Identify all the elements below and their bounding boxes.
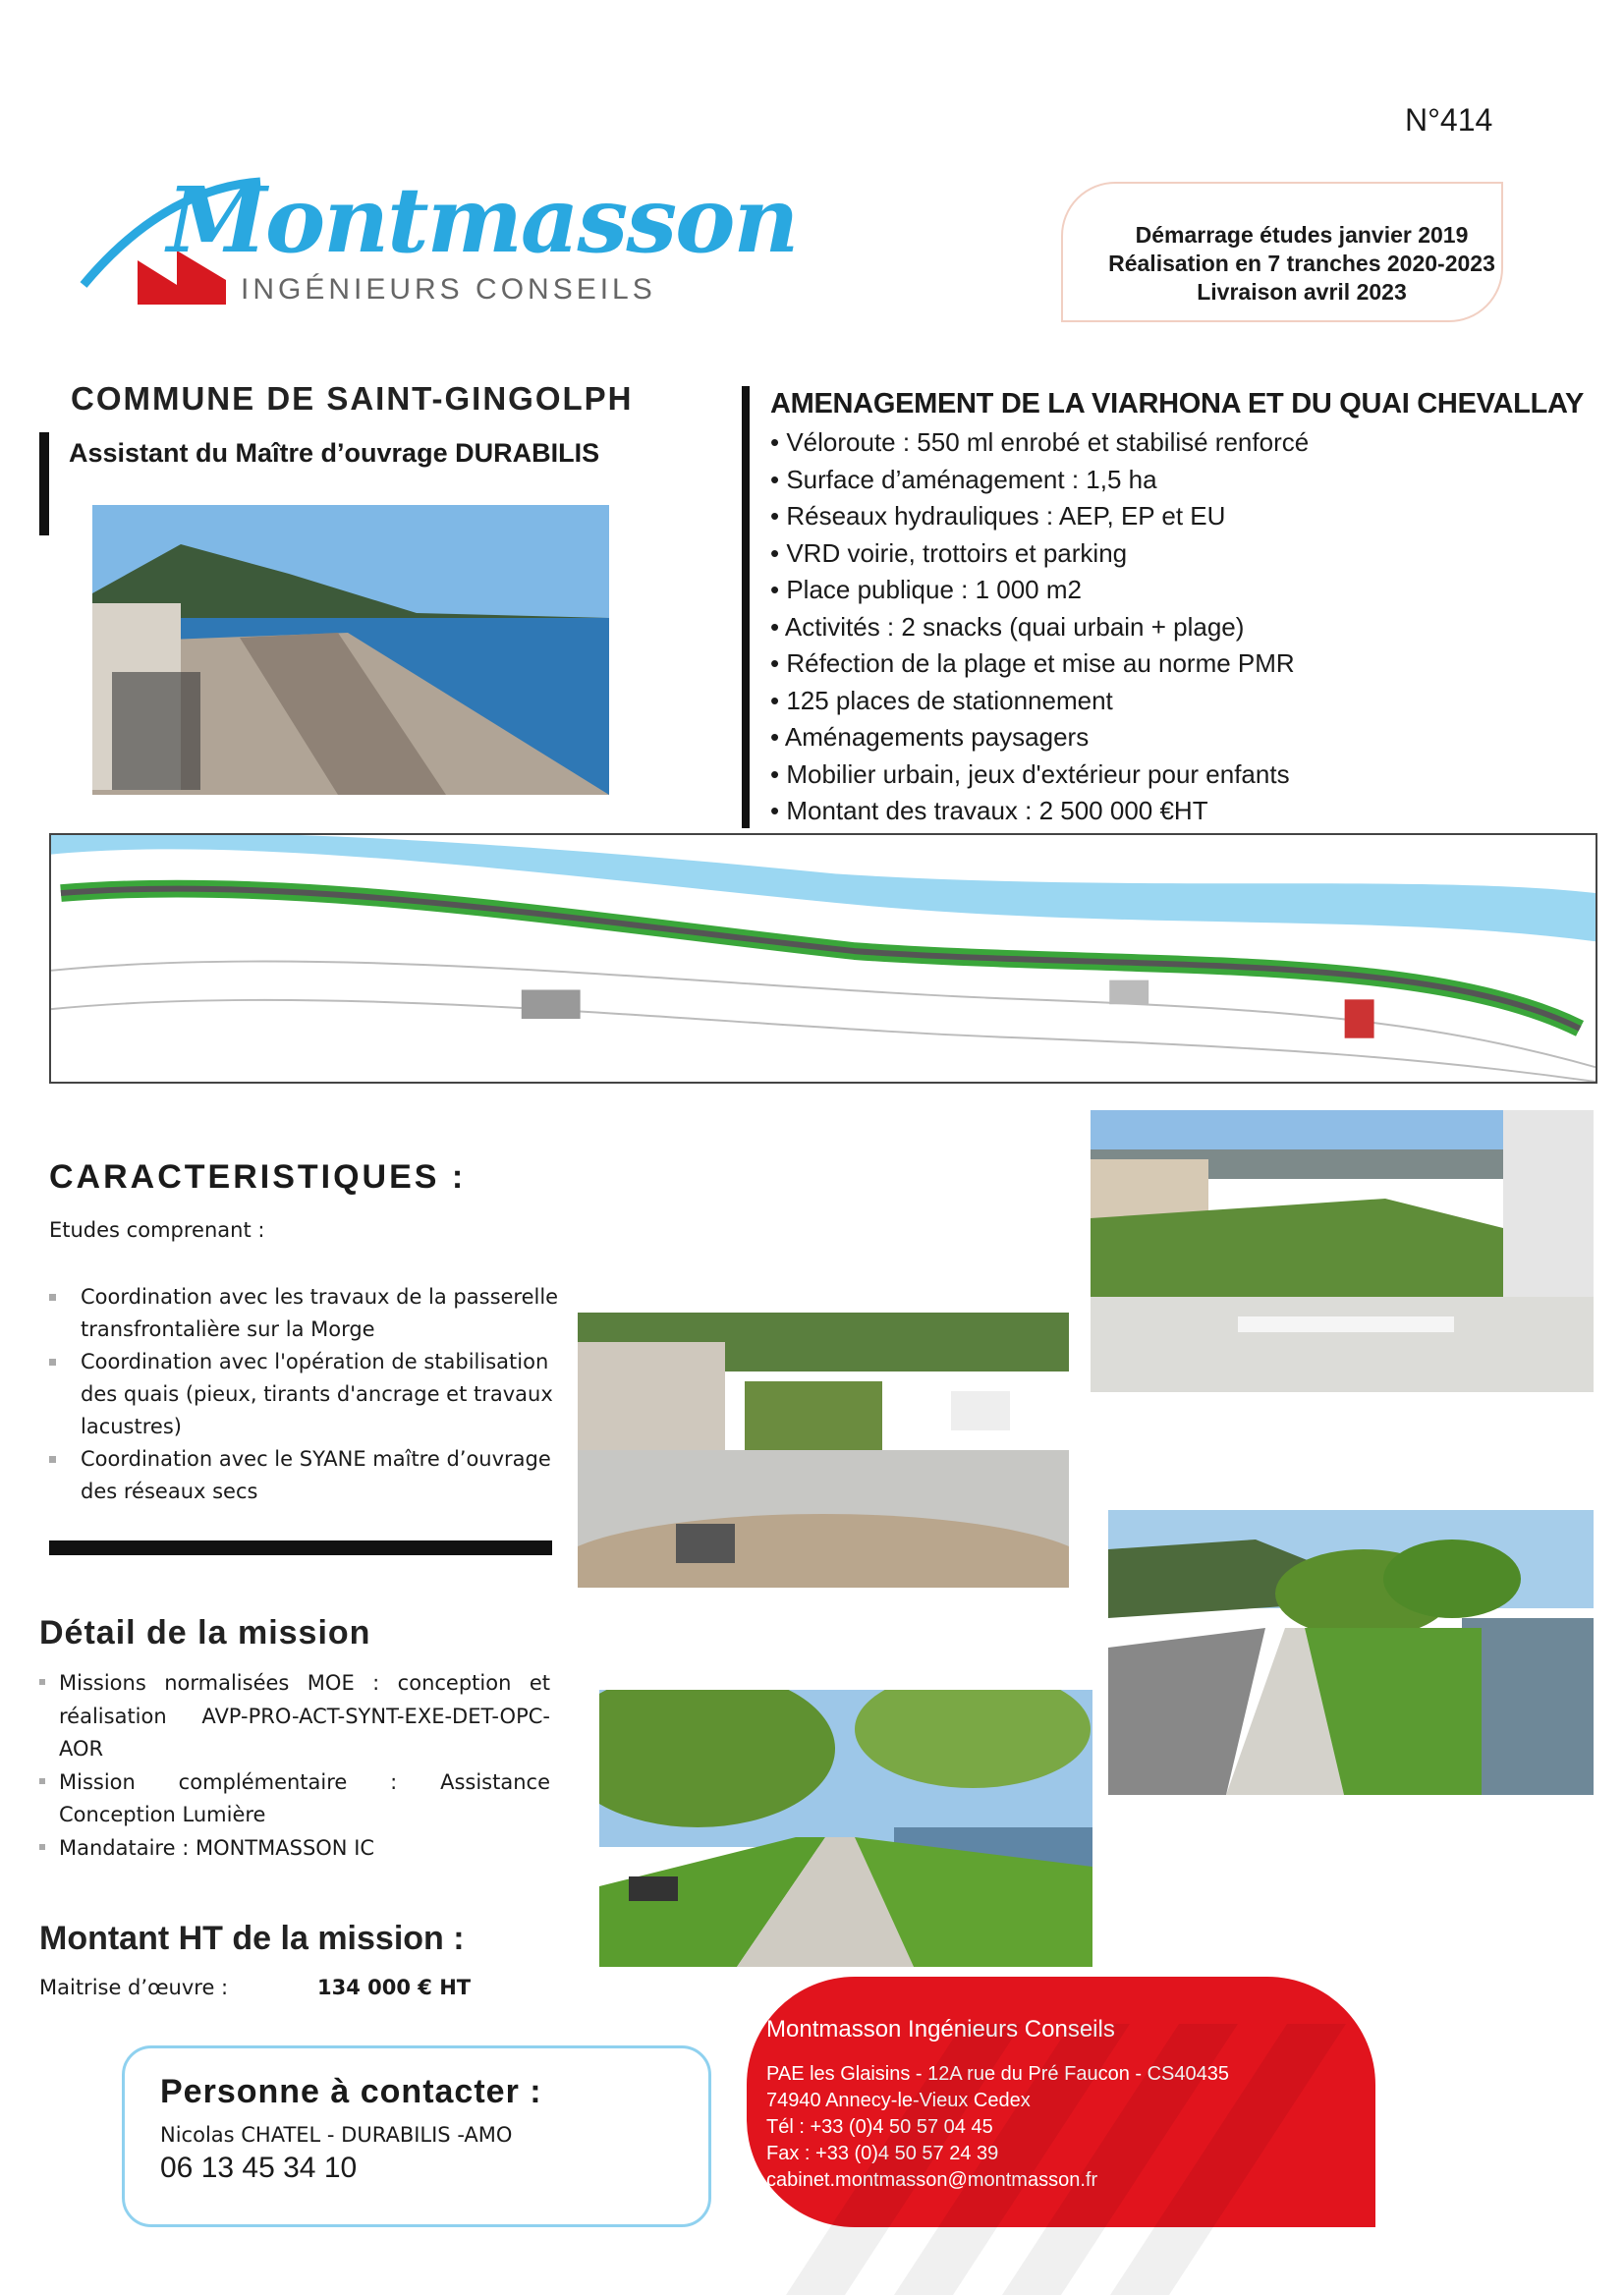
client-label: Assistant du Maître d’ouvrage DURABILIS bbox=[69, 438, 600, 468]
list-item: • Véloroute : 550 ml enrobé et stabilisé renforcé bbox=[770, 424, 1309, 462]
contact-phone[interactable]: 06 13 45 34 10 bbox=[160, 2152, 358, 2184]
list-item: Coordination avec les travaux de la passerelle transfrontalière sur la Morge bbox=[49, 1281, 560, 1346]
company-logo bbox=[74, 167, 798, 314]
list-item: • Montant des travaux : 2 500 000 €HT bbox=[770, 793, 1309, 830]
divider-bar bbox=[49, 1540, 552, 1555]
list-item: • Mobilier urbain, jeux d'extérieur pour enfants bbox=[770, 756, 1309, 794]
contact-name: Nicolas CHATEL - DURABILIS -AMO bbox=[160, 2123, 513, 2147]
company-tel: Tél : +33 (0)4 50 57 04 45 bbox=[766, 2116, 993, 2138]
decorative-stripes bbox=[766, 2024, 1454, 2295]
date-realisation: Réalisation en 7 tranches 2020-2023 bbox=[1108, 251, 1495, 276]
list-item: • Réfection de la plage et mise au norme PMR bbox=[770, 645, 1309, 683]
photo-tree-alley bbox=[599, 1690, 1092, 1967]
logo-script: Montmasson bbox=[167, 167, 798, 273]
document-number: N°414 bbox=[1405, 102, 1493, 138]
caracteristiques-title: CARACTERISTIQUES : bbox=[49, 1158, 467, 1196]
contact-box bbox=[122, 2045, 711, 2227]
company-name: Montmasson Ingénieurs Conseils bbox=[766, 2016, 1115, 2043]
amenagement-title: AMENAGEMENT DE LA VIARHONA ET DU QUAI CHEVALLAY bbox=[770, 388, 1585, 420]
company-address: PAE les Glaisins - 12A rue du Pré Faucon - CS40435 bbox=[766, 2063, 1229, 2085]
list-item: • Place publique : 1 000 m2 bbox=[770, 572, 1309, 609]
date-delivery: Livraison avril 2023 bbox=[1197, 279, 1407, 305]
photo-lakeside-path bbox=[1108, 1510, 1594, 1795]
list-item: Missions normalisées MOE : conception et réalisation AVP-PRO-ACT-SYNT-EXE-DET-OPC-AOR bbox=[39, 1667, 550, 1766]
commune-title: COMMUNE DE SAINT-GINGOLPH bbox=[71, 380, 634, 417]
montant-title: Montant HT de la mission : bbox=[39, 1920, 465, 1957]
list-item: • Activités : 2 snacks (quai urbain + plage) bbox=[770, 609, 1309, 646]
logo-subtitle: INGÉNIEURS CONSEILS bbox=[241, 273, 656, 306]
photo-public-square bbox=[1091, 1110, 1594, 1392]
caracteristiques-list bbox=[49, 1281, 560, 1508]
list-item: Mission complémentaire : Assistance Conception Lumière bbox=[39, 1766, 550, 1832]
caracteristiques-intro: Etudes comprenant : bbox=[49, 1218, 265, 1242]
montant-label: Maitrise d’œuvre : bbox=[39, 1976, 229, 1999]
montant-value: 134 000 € HT bbox=[317, 1976, 472, 1999]
list-item: • Surface d’aménagement : 1,5 ha bbox=[770, 462, 1309, 499]
list-item: Coordination avec le SYANE maître d’ouvrage des réseaux secs bbox=[49, 1443, 560, 1508]
company-city: 74940 Annecy-le-Vieux Cedex bbox=[766, 2090, 1031, 2111]
list-item: Coordination avec l'opération de stabilisation des quais (pieux, tirants d'ancrage et travaux lacustres) bbox=[49, 1346, 560, 1443]
mission-list bbox=[39, 1667, 550, 1865]
date-start: Démarrage études janvier 2019 bbox=[1135, 222, 1469, 248]
list-item: Mandataire : MONTMASSON IC bbox=[39, 1832, 550, 1866]
photo-wooden-deck bbox=[578, 1313, 1069, 1588]
photo-quay bbox=[92, 505, 609, 795]
project-dates bbox=[1061, 182, 1503, 322]
company-fax: Fax : +33 (0)4 50 57 24 39 bbox=[766, 2143, 999, 2164]
amenagement-list bbox=[770, 424, 1309, 830]
contact-title: Personne à contacter : bbox=[160, 2073, 542, 2110]
list-item: • Aménagements paysagers bbox=[770, 719, 1309, 756]
list-item: • VRD voirie, trottoirs et parking bbox=[770, 535, 1309, 573]
company-email[interactable]: cabinet.montmasson@montmasson.fr bbox=[766, 2169, 1098, 2191]
accent-bar bbox=[742, 386, 750, 828]
site-plan bbox=[49, 833, 1597, 1084]
mission-title: Détail de la mission bbox=[39, 1614, 371, 1651]
accent-bar bbox=[39, 432, 49, 535]
list-item: • Réseaux hydrauliques : AEP, EP et EU bbox=[770, 498, 1309, 535]
list-item: • 125 places de stationnement bbox=[770, 683, 1309, 720]
